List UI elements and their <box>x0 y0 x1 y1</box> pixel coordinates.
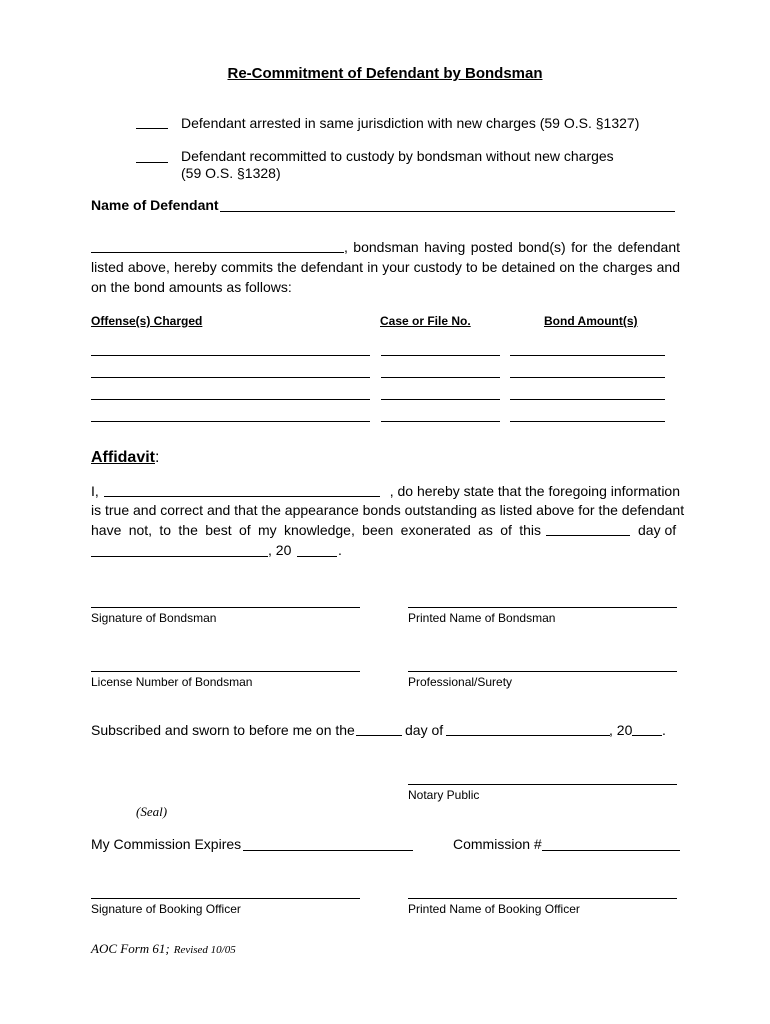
sworn-day-field[interactable] <box>356 735 402 736</box>
affidavit-line3-suffix: day of <box>638 522 677 538</box>
offense-field-1[interactable] <box>91 355 370 356</box>
defendant-name-label: Name of Defendant <box>91 197 219 213</box>
form-footer <box>91 940 236 958</box>
affidavit-line1-suffix: , do hereby state that the foregoing information <box>389 483 680 499</box>
professional-surety-label: Professional/Surety <box>408 675 513 689</box>
bond-field-3[interactable] <box>510 399 665 400</box>
bondsman-printed-name-label: Printed Name of Bondsman <box>408 611 556 625</box>
commit-statement: , bondsman having posted bond(s) for the defendant listed above, hereby commits the defendant in your custody to be detained on the charges and on the bond amounts as follows: <box>91 239 680 295</box>
affidavit-heading-text: Affidavit <box>91 449 155 466</box>
bondsman-printed-name-field[interactable] <box>408 607 677 608</box>
sworn-year-prefix: , 20 <box>609 722 633 738</box>
sworn-month-field[interactable] <box>446 735 610 736</box>
case-field-2[interactable] <box>381 377 500 378</box>
booking-officer-signature-label: Signature of Booking Officer <box>91 902 241 916</box>
option-1-label: Defendant arrested in same jurisdiction with new charges (59 O.S. §1327) <box>181 115 640 131</box>
bondsman-license-label: License Number of Bondsman <box>91 675 253 689</box>
commission-expires-label: My Commission Expires <box>91 836 242 852</box>
affidavit-i: I, <box>91 483 99 499</box>
defendant-name-field[interactable] <box>220 211 675 212</box>
page-title: Re-Commitment of Defendant by Bondsman <box>227 65 543 82</box>
option-2-label-line2: (59 O.S. §1328) <box>181 165 281 181</box>
professional-surety-field[interactable] <box>408 671 677 672</box>
affidavit-heading <box>91 449 159 467</box>
affiant-name-field[interactable] <box>104 496 380 497</box>
bond-field-1[interactable] <box>510 355 665 356</box>
bondsman-license-field[interactable] <box>91 671 360 672</box>
affidavit-heading-colon: : <box>155 449 160 466</box>
bond-field-2[interactable] <box>510 377 665 378</box>
exonerated-month-field[interactable] <box>91 556 268 557</box>
header-case-number: Case or File No. <box>380 314 471 328</box>
affidavit-line2: is true and correct and that the appearance bonds outstanding as listed above for the defendant <box>91 502 685 518</box>
bondsman-signature-label: Signature of Bondsman <box>91 611 217 625</box>
notary-public-label: Notary Public <box>408 788 480 802</box>
form-revised: Revised 10/05 <box>173 944 236 956</box>
affidavit-year-prefix: , 20 <box>268 542 292 558</box>
case-field-3[interactable] <box>381 399 500 400</box>
option-1-checkbox-blank[interactable] <box>136 128 168 129</box>
affidavit-line3-prefix: have not, to the best of my knowledge, been exonerated as of this <box>91 522 541 538</box>
sworn-prefix: Subscribed and sworn to before me on the <box>91 722 355 738</box>
sworn-end-period: . <box>662 722 666 738</box>
commission-expires-field[interactable] <box>243 850 413 851</box>
exonerated-day-field[interactable] <box>546 535 630 536</box>
commission-number-label: Commission # <box>453 836 542 852</box>
sworn-day-of: day of <box>405 722 444 738</box>
header-bond-amount: Bond Amount(s) <box>544 314 638 328</box>
seal-label: (Seal) <box>136 804 168 819</box>
affidavit-end-period: . <box>338 542 342 558</box>
offense-field-3[interactable] <box>91 399 370 400</box>
option-2-label-line1: Defendant recommitted to custody by bondsman without new charges <box>181 148 614 164</box>
offense-field-4[interactable] <box>91 421 370 422</box>
notary-signature-field[interactable] <box>408 784 677 785</box>
form-number: AOC Form 61; <box>91 941 170 956</box>
commission-number-field[interactable] <box>542 850 680 851</box>
sworn-year-field[interactable] <box>632 735 662 736</box>
header-offense: Offense(s) Charged <box>91 314 203 328</box>
bondsman-signature-field[interactable] <box>91 607 360 608</box>
offense-field-2[interactable] <box>91 377 370 378</box>
exonerated-year-field[interactable] <box>297 556 337 557</box>
case-field-1[interactable] <box>381 355 500 356</box>
booking-officer-printed-name-field[interactable] <box>408 898 677 899</box>
case-field-4[interactable] <box>381 421 500 422</box>
booking-officer-signature-field[interactable] <box>91 898 360 899</box>
option-2-checkbox-blank[interactable] <box>136 162 168 163</box>
bond-field-4[interactable] <box>510 421 665 422</box>
booking-officer-printed-name-label: Printed Name of Booking Officer <box>408 902 580 916</box>
